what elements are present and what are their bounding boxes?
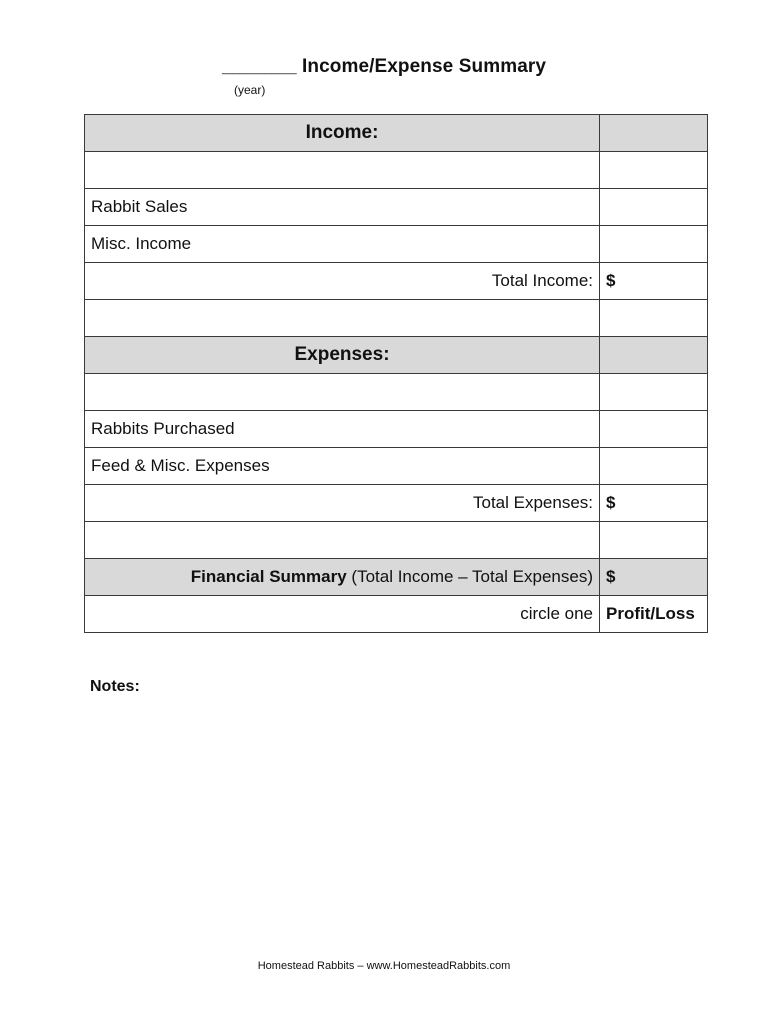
total-income-row — [85, 263, 708, 300]
total-expenses-amount[interactable]: $ — [600, 485, 708, 522]
expense-row-amount[interactable] — [600, 411, 708, 448]
expenses-header-row — [85, 337, 708, 374]
page-title: _______ Income/Expense Summary — [221, 56, 547, 77]
financial-summary-row — [85, 559, 708, 596]
spacer-cell — [600, 300, 708, 337]
spacer-row — [85, 300, 708, 337]
total-income-amount[interactable]: $ — [600, 263, 708, 300]
expense-row-amount[interactable] — [600, 374, 708, 411]
table-row — [85, 226, 708, 263]
income-expense-table — [84, 114, 708, 633]
table-row — [85, 448, 708, 485]
table-row — [85, 411, 708, 448]
expense-row-label[interactable] — [85, 374, 600, 411]
total-income-label: Total Income: — [85, 263, 600, 300]
financial-summary-amount[interactable]: $ — [600, 559, 708, 596]
table-row — [85, 189, 708, 226]
circle-one-label: circle one — [85, 596, 600, 633]
income-row-label[interactable] — [85, 152, 600, 189]
table-row — [85, 374, 708, 411]
financial-summary-label — [85, 559, 600, 596]
income-header-amount-cell — [600, 115, 708, 152]
income-header-row — [85, 115, 708, 152]
footer-text: Homestead Rabbits – www.HomesteadRabbits.com — [257, 960, 511, 972]
expense-row-label[interactable]: Feed & Misc. Expenses — [85, 448, 600, 485]
financial-summary-title: Financial Summary — [190, 567, 347, 586]
income-row-amount[interactable] — [600, 189, 708, 226]
expenses-header: Expenses: — [85, 337, 600, 374]
spacer-row — [85, 522, 708, 559]
total-expenses-label: Total Expenses: — [85, 485, 600, 522]
circle-one-row — [85, 596, 708, 633]
title-block — [0, 52, 768, 82]
income-header: Income: — [85, 115, 600, 152]
notes-label: Notes: — [90, 678, 140, 695]
income-row-amount[interactable] — [600, 152, 708, 189]
spacer-cell — [85, 522, 600, 559]
total-expenses-row — [85, 485, 708, 522]
spacer-cell — [85, 300, 600, 337]
expenses-header-amount-cell — [600, 337, 708, 374]
spacer-cell — [600, 522, 708, 559]
table-row — [85, 152, 708, 189]
income-row-label[interactable]: Misc. Income — [85, 226, 600, 263]
income-row-label[interactable]: Rabbit Sales — [85, 189, 600, 226]
financial-summary-formula: (Total Income – Total Expenses) — [346, 567, 593, 586]
profit-loss-choice[interactable]: Profit/Loss — [600, 596, 708, 633]
expense-row-amount[interactable] — [600, 448, 708, 485]
expense-row-label[interactable]: Rabbits Purchased — [85, 411, 600, 448]
income-row-amount[interactable] — [600, 226, 708, 263]
year-hint: (year) — [234, 83, 266, 97]
